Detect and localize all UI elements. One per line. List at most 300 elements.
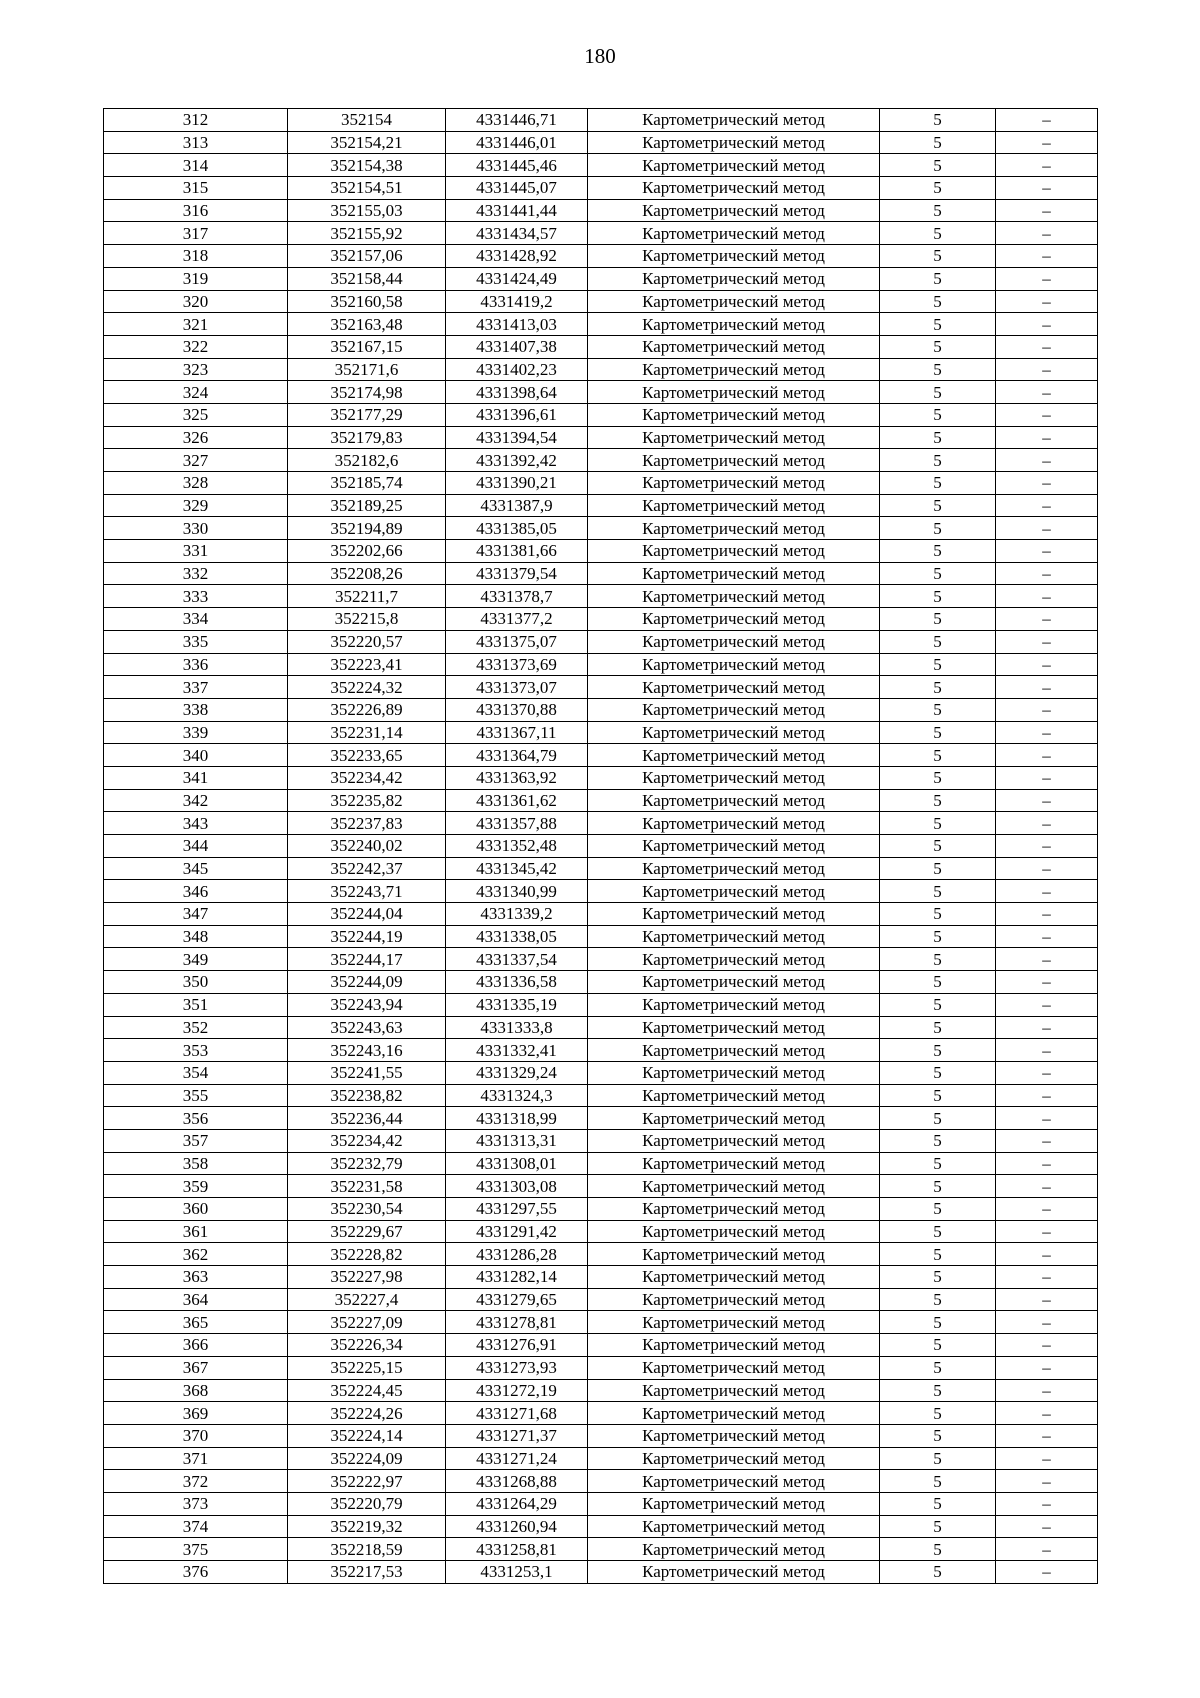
y-coordinate-cell: 4331264,29 (446, 1492, 588, 1515)
method-cell: Картометрический метод (588, 744, 880, 767)
y-coordinate-cell: 4331276,91 (446, 1334, 588, 1357)
y-coordinate-cell: 4331394,54 (446, 426, 588, 449)
method-cell: Картометрический метод (588, 1334, 880, 1357)
note-cell: – (996, 676, 1098, 699)
point-number-cell: 325 (104, 403, 288, 426)
accuracy-cell: 5 (880, 494, 996, 517)
method-cell: Картометрический метод (588, 1470, 880, 1493)
note-cell: – (996, 222, 1098, 245)
y-coordinate-cell: 4331271,37 (446, 1424, 588, 1447)
accuracy-cell: 5 (880, 789, 996, 812)
note-cell: – (996, 1356, 1098, 1379)
point-number-cell: 321 (104, 313, 288, 336)
table-row (104, 1039, 1098, 1062)
accuracy-cell: 5 (880, 1424, 996, 1447)
y-coordinate-cell: 4331367,11 (446, 721, 588, 744)
method-cell: Картометрический метод (588, 1266, 880, 1289)
accuracy-cell: 5 (880, 449, 996, 472)
point-number-cell: 326 (104, 426, 288, 449)
x-coordinate-cell: 352243,63 (288, 1016, 446, 1039)
method-cell: Картометрический метод (588, 1561, 880, 1584)
note-cell: – (996, 267, 1098, 290)
y-coordinate-cell: 4331271,68 (446, 1402, 588, 1425)
method-cell: Картометрический метод (588, 1061, 880, 1084)
x-coordinate-cell: 352174,98 (288, 381, 446, 404)
table-row (104, 1424, 1098, 1447)
note-cell: – (996, 1379, 1098, 1402)
method-cell: Картометрический метод (588, 1379, 880, 1402)
x-coordinate-cell: 352157,06 (288, 245, 446, 268)
table-row (104, 540, 1098, 563)
method-cell: Картометрический метод (588, 698, 880, 721)
note-cell: – (996, 1198, 1098, 1221)
method-cell: Картометрический метод (588, 109, 880, 132)
y-coordinate-cell: 4331424,49 (446, 267, 588, 290)
x-coordinate-cell: 352228,82 (288, 1243, 446, 1266)
table-row (104, 1515, 1098, 1538)
x-coordinate-cell: 352224,32 (288, 676, 446, 699)
note-cell: – (996, 766, 1098, 789)
method-cell: Картометрический метод (588, 766, 880, 789)
table-row (104, 630, 1098, 653)
point-number-cell: 347 (104, 903, 288, 926)
x-coordinate-cell: 352233,65 (288, 744, 446, 767)
accuracy-cell: 5 (880, 1561, 996, 1584)
method-cell: Картометрический метод (588, 381, 880, 404)
accuracy-cell: 5 (880, 290, 996, 313)
note-cell: – (996, 789, 1098, 812)
accuracy-cell: 5 (880, 971, 996, 994)
table-row (104, 1561, 1098, 1584)
point-number-cell: 356 (104, 1107, 288, 1130)
accuracy-cell: 5 (880, 154, 996, 177)
table-row (104, 1288, 1098, 1311)
accuracy-cell: 5 (880, 1039, 996, 1062)
accuracy-cell: 5 (880, 925, 996, 948)
accuracy-cell: 5 (880, 358, 996, 381)
note-cell: – (996, 744, 1098, 767)
y-coordinate-cell: 4331357,88 (446, 812, 588, 835)
table-row (104, 1243, 1098, 1266)
table-row (104, 131, 1098, 154)
method-cell: Картометрический метод (588, 245, 880, 268)
table-row (104, 1152, 1098, 1175)
point-number-cell: 322 (104, 335, 288, 358)
accuracy-cell: 5 (880, 948, 996, 971)
x-coordinate-cell: 352242,37 (288, 857, 446, 880)
point-number-cell: 362 (104, 1243, 288, 1266)
x-coordinate-cell: 352219,32 (288, 1515, 446, 1538)
x-coordinate-cell: 352244,19 (288, 925, 446, 948)
point-number-cell: 339 (104, 721, 288, 744)
point-number-cell: 329 (104, 494, 288, 517)
method-cell: Картометрический метод (588, 177, 880, 200)
x-coordinate-cell: 352189,25 (288, 494, 446, 517)
accuracy-cell: 5 (880, 698, 996, 721)
accuracy-cell: 5 (880, 1288, 996, 1311)
x-coordinate-cell: 352243,16 (288, 1039, 446, 1062)
note-cell: – (996, 335, 1098, 358)
method-cell: Картометрический метод (588, 562, 880, 585)
note-cell: – (996, 1266, 1098, 1289)
note-cell: – (996, 1016, 1098, 1039)
y-coordinate-cell: 4331297,55 (446, 1198, 588, 1221)
method-cell: Картометрический метод (588, 1198, 880, 1221)
y-coordinate-cell: 4331381,66 (446, 540, 588, 563)
accuracy-cell: 5 (880, 1311, 996, 1334)
x-coordinate-cell: 352224,09 (288, 1447, 446, 1470)
y-coordinate-cell: 4331282,14 (446, 1266, 588, 1289)
note-cell: – (996, 290, 1098, 313)
table-row (104, 835, 1098, 858)
note-cell: – (996, 1515, 1098, 1538)
table-row (104, 698, 1098, 721)
note-cell: – (996, 857, 1098, 880)
method-cell: Картометрический метод (588, 1243, 880, 1266)
table-row (104, 109, 1098, 132)
method-cell: Картометрический метод (588, 585, 880, 608)
accuracy-cell: 5 (880, 903, 996, 926)
point-number-cell: 367 (104, 1356, 288, 1379)
y-coordinate-cell: 4331445,46 (446, 154, 588, 177)
y-coordinate-cell: 4331286,28 (446, 1243, 588, 1266)
accuracy-cell: 5 (880, 993, 996, 1016)
point-number-cell: 350 (104, 971, 288, 994)
point-number-cell: 358 (104, 1152, 288, 1175)
note-cell: – (996, 925, 1098, 948)
x-coordinate-cell: 352226,89 (288, 698, 446, 721)
point-number-cell: 312 (104, 109, 288, 132)
accuracy-cell: 5 (880, 1129, 996, 1152)
x-coordinate-cell: 352224,45 (288, 1379, 446, 1402)
table-row (104, 358, 1098, 381)
note-cell: – (996, 358, 1098, 381)
x-coordinate-cell: 352155,92 (288, 222, 446, 245)
point-number-cell: 331 (104, 540, 288, 563)
y-coordinate-cell: 4331419,2 (446, 290, 588, 313)
table-row (104, 1107, 1098, 1130)
x-coordinate-cell: 352220,57 (288, 630, 446, 653)
y-coordinate-cell: 4331303,08 (446, 1175, 588, 1198)
y-coordinate-cell: 4331332,41 (446, 1039, 588, 1062)
accuracy-cell: 5 (880, 1175, 996, 1198)
x-coordinate-cell: 352154,38 (288, 154, 446, 177)
table-row (104, 608, 1098, 631)
table-row (104, 1198, 1098, 1221)
x-coordinate-cell: 352244,04 (288, 903, 446, 926)
point-number-cell: 354 (104, 1061, 288, 1084)
method-cell: Картометрический метод (588, 199, 880, 222)
x-coordinate-cell: 352231,58 (288, 1175, 446, 1198)
point-number-cell: 327 (104, 449, 288, 472)
x-coordinate-cell: 352202,66 (288, 540, 446, 563)
y-coordinate-cell: 4331268,88 (446, 1470, 588, 1493)
y-coordinate-cell: 4331308,01 (446, 1152, 588, 1175)
note-cell: – (996, 1470, 1098, 1493)
y-coordinate-cell: 4331333,8 (446, 1016, 588, 1039)
accuracy-cell: 5 (880, 653, 996, 676)
point-number-cell: 351 (104, 993, 288, 1016)
note-cell: – (996, 1107, 1098, 1130)
x-coordinate-cell: 352225,15 (288, 1356, 446, 1379)
table-row (104, 381, 1098, 404)
table-row (104, 812, 1098, 835)
table-row (104, 1379, 1098, 1402)
method-cell: Картометрический метод (588, 903, 880, 926)
x-coordinate-cell: 352241,55 (288, 1061, 446, 1084)
accuracy-cell: 5 (880, 721, 996, 744)
table-body (104, 109, 1098, 1584)
accuracy-cell: 5 (880, 1084, 996, 1107)
x-coordinate-cell: 352208,26 (288, 562, 446, 585)
y-coordinate-cell: 4331336,58 (446, 971, 588, 994)
table-row (104, 517, 1098, 540)
method-cell: Картометрический метод (588, 630, 880, 653)
table-row (104, 585, 1098, 608)
x-coordinate-cell: 352224,26 (288, 1402, 446, 1425)
table-row (104, 222, 1098, 245)
note-cell: – (996, 245, 1098, 268)
method-cell: Картометрический метод (588, 789, 880, 812)
note-cell: – (996, 517, 1098, 540)
note-cell: – (996, 1152, 1098, 1175)
table-row (104, 993, 1098, 1016)
accuracy-cell: 5 (880, 1515, 996, 1538)
note-cell: – (996, 721, 1098, 744)
x-coordinate-cell: 352194,89 (288, 517, 446, 540)
table-row (104, 1084, 1098, 1107)
point-number-cell: 355 (104, 1084, 288, 1107)
accuracy-cell: 5 (880, 177, 996, 200)
method-cell: Картометрический метод (588, 993, 880, 1016)
note-cell: – (996, 1061, 1098, 1084)
point-number-cell: 320 (104, 290, 288, 313)
method-cell: Картометрический метод (588, 154, 880, 177)
point-number-cell: 323 (104, 358, 288, 381)
y-coordinate-cell: 4331273,93 (446, 1356, 588, 1379)
y-coordinate-cell: 4331387,9 (446, 494, 588, 517)
method-cell: Картометрический метод (588, 971, 880, 994)
point-number-cell: 316 (104, 199, 288, 222)
table-row (104, 494, 1098, 517)
point-number-cell: 342 (104, 789, 288, 812)
method-cell: Картометрический метод (588, 540, 880, 563)
note-cell: – (996, 177, 1098, 200)
table-row (104, 744, 1098, 767)
method-cell: Картометрический метод (588, 335, 880, 358)
point-number-cell: 319 (104, 267, 288, 290)
accuracy-cell: 5 (880, 109, 996, 132)
y-coordinate-cell: 4331279,65 (446, 1288, 588, 1311)
accuracy-cell: 5 (880, 199, 996, 222)
table-row (104, 1175, 1098, 1198)
x-coordinate-cell: 352222,97 (288, 1470, 446, 1493)
table-row (104, 335, 1098, 358)
accuracy-cell: 5 (880, 1356, 996, 1379)
method-cell: Картометрический метод (588, 403, 880, 426)
note-cell: – (996, 1424, 1098, 1447)
method-cell: Картометрический метод (588, 835, 880, 858)
table-row (104, 403, 1098, 426)
accuracy-cell: 5 (880, 608, 996, 631)
point-number-cell: 335 (104, 630, 288, 653)
y-coordinate-cell: 4331392,42 (446, 449, 588, 472)
x-coordinate-cell: 352234,42 (288, 1129, 446, 1152)
note-cell: – (996, 426, 1098, 449)
y-coordinate-cell: 4331345,42 (446, 857, 588, 880)
x-coordinate-cell: 352163,48 (288, 313, 446, 336)
note-cell: – (996, 948, 1098, 971)
table-row (104, 1220, 1098, 1243)
accuracy-cell: 5 (880, 1243, 996, 1266)
point-number-cell: 371 (104, 1447, 288, 1470)
accuracy-cell: 5 (880, 585, 996, 608)
accuracy-cell: 5 (880, 1447, 996, 1470)
method-cell: Картометрический метод (588, 1152, 880, 1175)
table-row (104, 290, 1098, 313)
x-coordinate-cell: 352154 (288, 109, 446, 132)
note-cell: – (996, 1243, 1098, 1266)
y-coordinate-cell: 4331337,54 (446, 948, 588, 971)
x-coordinate-cell: 352238,82 (288, 1084, 446, 1107)
point-number-cell: 360 (104, 1198, 288, 1221)
note-cell: – (996, 1538, 1098, 1561)
y-coordinate-cell: 4331398,64 (446, 381, 588, 404)
table-row (104, 1266, 1098, 1289)
table-row (104, 1447, 1098, 1470)
method-cell: Картометрический метод (588, 1311, 880, 1334)
method-cell: Картометрический метод (588, 925, 880, 948)
x-coordinate-cell: 352230,54 (288, 1198, 446, 1221)
y-coordinate-cell: 4331445,07 (446, 177, 588, 200)
x-coordinate-cell: 352160,58 (288, 290, 446, 313)
method-cell: Картометрический метод (588, 1288, 880, 1311)
y-coordinate-cell: 4331352,48 (446, 835, 588, 858)
note-cell: – (996, 1492, 1098, 1515)
point-number-cell: 340 (104, 744, 288, 767)
accuracy-cell: 5 (880, 562, 996, 585)
point-number-cell: 341 (104, 766, 288, 789)
point-number-cell: 375 (104, 1538, 288, 1561)
y-coordinate-cell: 4331364,79 (446, 744, 588, 767)
accuracy-cell: 5 (880, 335, 996, 358)
y-coordinate-cell: 4331377,2 (446, 608, 588, 631)
x-coordinate-cell: 352220,79 (288, 1492, 446, 1515)
note-cell: – (996, 540, 1098, 563)
y-coordinate-cell: 4331272,19 (446, 1379, 588, 1402)
note-cell: – (996, 585, 1098, 608)
accuracy-cell: 5 (880, 313, 996, 336)
y-coordinate-cell: 4331318,99 (446, 1107, 588, 1130)
method-cell: Картометрический метод (588, 1356, 880, 1379)
method-cell: Картометрический метод (588, 1515, 880, 1538)
method-cell: Картометрический метод (588, 290, 880, 313)
point-number-cell: 330 (104, 517, 288, 540)
table-row (104, 426, 1098, 449)
method-cell: Картометрический метод (588, 1175, 880, 1198)
table-row (104, 1311, 1098, 1334)
note-cell: – (996, 449, 1098, 472)
x-coordinate-cell: 352177,29 (288, 403, 446, 426)
note-cell: – (996, 1084, 1098, 1107)
point-number-cell: 359 (104, 1175, 288, 1198)
accuracy-cell: 5 (880, 744, 996, 767)
y-coordinate-cell: 4331373,69 (446, 653, 588, 676)
table-row (104, 857, 1098, 880)
accuracy-cell: 5 (880, 1198, 996, 1221)
table-row (104, 313, 1098, 336)
y-coordinate-cell: 4331363,92 (446, 766, 588, 789)
table-row (104, 1492, 1098, 1515)
method-cell: Картометрический метод (588, 131, 880, 154)
method-cell: Картометрический метод (588, 812, 880, 835)
method-cell: Картометрический метод (588, 313, 880, 336)
y-coordinate-cell: 4331375,07 (446, 630, 588, 653)
method-cell: Картометрический метод (588, 1129, 880, 1152)
table-row (104, 1061, 1098, 1084)
accuracy-cell: 5 (880, 245, 996, 268)
note-cell: – (996, 1334, 1098, 1357)
table-row (104, 925, 1098, 948)
y-coordinate-cell: 4331434,57 (446, 222, 588, 245)
note-cell: – (996, 835, 1098, 858)
table-row (104, 948, 1098, 971)
y-coordinate-cell: 4331385,05 (446, 517, 588, 540)
method-cell: Картометрический метод (588, 1424, 880, 1447)
x-coordinate-cell: 352179,83 (288, 426, 446, 449)
y-coordinate-cell: 4331339,2 (446, 903, 588, 926)
accuracy-cell: 5 (880, 403, 996, 426)
method-cell: Картометрический метод (588, 676, 880, 699)
y-coordinate-cell: 4331329,24 (446, 1061, 588, 1084)
accuracy-cell: 5 (880, 381, 996, 404)
note-cell: – (996, 653, 1098, 676)
accuracy-cell: 5 (880, 472, 996, 495)
x-coordinate-cell: 352237,83 (288, 812, 446, 835)
y-coordinate-cell: 4331313,31 (446, 1129, 588, 1152)
point-number-cell: 344 (104, 835, 288, 858)
x-coordinate-cell: 352229,67 (288, 1220, 446, 1243)
point-number-cell: 328 (104, 472, 288, 495)
x-coordinate-cell: 352155,03 (288, 199, 446, 222)
table-row (104, 245, 1098, 268)
y-coordinate-cell: 4331378,7 (446, 585, 588, 608)
method-cell: Картометрический метод (588, 426, 880, 449)
note-cell: – (996, 630, 1098, 653)
point-number-cell: 318 (104, 245, 288, 268)
note-cell: – (996, 154, 1098, 177)
table-row (104, 1334, 1098, 1357)
note-cell: – (996, 1447, 1098, 1470)
x-coordinate-cell: 352244,09 (288, 971, 446, 994)
x-coordinate-cell: 352234,42 (288, 766, 446, 789)
method-cell: Картометрический метод (588, 1039, 880, 1062)
note-cell: – (996, 1129, 1098, 1152)
y-coordinate-cell: 4331407,38 (446, 335, 588, 358)
y-coordinate-cell: 4331379,54 (446, 562, 588, 585)
table-row (104, 1538, 1098, 1561)
accuracy-cell: 5 (880, 1334, 996, 1357)
table-row (104, 199, 1098, 222)
y-coordinate-cell: 4331390,21 (446, 472, 588, 495)
x-coordinate-cell: 352182,6 (288, 449, 446, 472)
point-number-cell: 357 (104, 1129, 288, 1152)
note-cell: – (996, 971, 1098, 994)
point-number-cell: 376 (104, 1561, 288, 1584)
x-coordinate-cell: 352227,4 (288, 1288, 446, 1311)
table-row (104, 721, 1098, 744)
method-cell: Картометрический метод (588, 721, 880, 744)
